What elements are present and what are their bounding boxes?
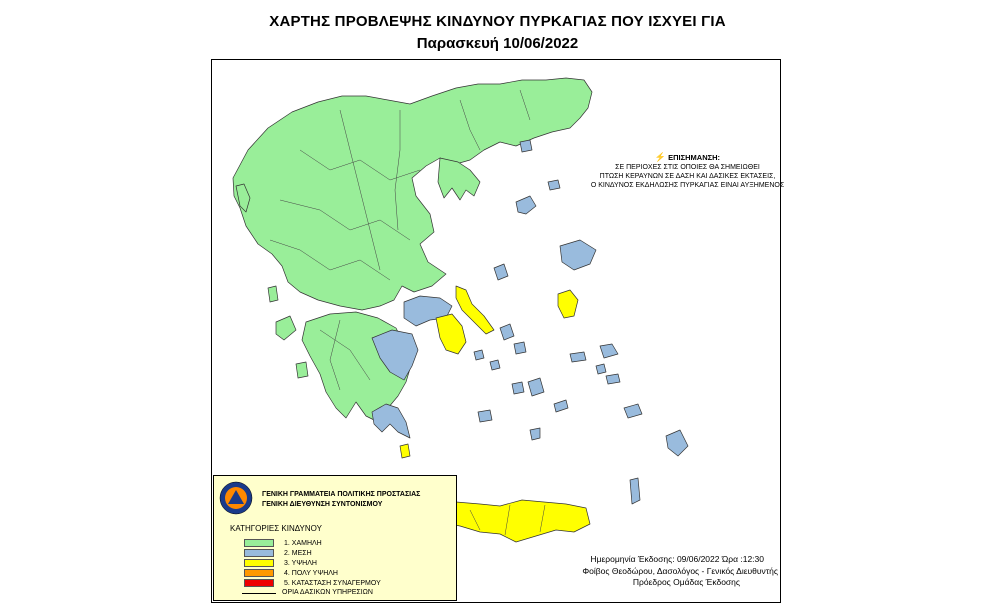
lightning-icon: ⚡	[654, 152, 667, 162]
region-chios	[558, 290, 578, 318]
border-label: ΟΡΙΑ ΔΑΣΙΚΩΝ ΥΠΗΡΕΣΙΩΝ	[282, 589, 373, 596]
legend-label: 2. ΜΕΣΗ	[284, 550, 312, 557]
issue-info	[0, 554, 778, 589]
issuer-role: Πρόεδρος Ομάδας Έκδοσης	[632, 577, 740, 587]
region-kalymnos	[596, 364, 606, 374]
region-naxos	[528, 378, 544, 396]
region-limnos	[516, 196, 536, 214]
notice-heading: ΕΠΙΣΗΜΑΝΣΗ:	[668, 153, 721, 162]
region-ikaria	[570, 352, 586, 362]
map-date: Παρασκευή 10/06/2022	[416, 35, 579, 52]
region-kefalonia	[276, 316, 296, 340]
region-kea	[474, 350, 484, 360]
region-mainland-north	[233, 78, 592, 310]
organization-name	[262, 490, 420, 510]
notice-line: Ο ΚΙΝΔΥΝΟΣ ΕΚΔΗΛΩΣΗΣ ΠΥΡΚΑΓΙΑΣ ΕΙΝΑΙ ΑΥΞΗΜΕΝΟΣ	[590, 182, 785, 189]
region-samos	[600, 344, 618, 358]
notice-line: ΣΕ ΠΕΡΙΟΧΕΣ ΣΤΙΣ ΟΠΟΙΕΣ ΘΑ ΣΗΜΕΙΩΘΕΙ	[615, 164, 760, 171]
region-zakynthos	[296, 362, 308, 378]
legend-label: 5. ΚΑΤΑΣΤΑΣΗ ΣΥΝΑΓΕΡΜΟΥ	[284, 580, 381, 587]
region-lefkada	[268, 286, 278, 302]
region-attica	[436, 314, 466, 354]
region-tinos	[514, 342, 526, 354]
region-karpathos	[630, 478, 640, 504]
legend-label: 1. ΧΑΜΗΛΗ	[284, 540, 322, 547]
issue-date: Ημερομηνία Έκδοσης: 09/06/2022 Ώρα :12:30	[590, 554, 764, 564]
legend-item-low	[244, 539, 624, 548]
notice-line: ΠΤΩΣΗ ΚΕΡΑΥΝΩΝ ΣΕ ΔΑΣΗ ΚΑΙ ΔΑΣΙΚΕΣ ΕΚΤΑΣΕΙΣ,	[599, 173, 776, 180]
civil-protection-logo-icon	[219, 481, 253, 515]
border-line-sample	[242, 593, 276, 594]
region-syros	[490, 360, 500, 370]
region-rhodes	[666, 430, 688, 456]
region-santorini	[530, 428, 540, 440]
region-halkidiki	[438, 158, 480, 200]
map-title: ΧΑΡΤΗΣ ΠΡΟΒΛΕΨΗΣ ΚΙΝΔΥΝΟΥ ΠΥΡΚΑΓΙΑΣ ΠΟΥ ΙΣΧΥΕΙ ΓΙΑ	[269, 13, 726, 30]
legend-label: 3. ΥΨΗΛΗ	[284, 560, 317, 567]
region-thasos	[520, 140, 532, 152]
region-kos	[606, 374, 620, 384]
swatch-low	[244, 539, 274, 547]
region-tilos	[624, 404, 642, 418]
region-skyros	[494, 264, 508, 280]
region-milos	[478, 410, 492, 422]
org-line-2: ΓΕΝΙΚΗ ΔΙΕΥΘΥΝΣΗ ΣΥΝΤΟΝΙΣΜΟΥ	[262, 501, 383, 508]
region-laconia	[372, 404, 410, 438]
region-kythira	[400, 444, 410, 458]
region-crete	[436, 500, 590, 542]
legend-label: 4. ΠΟΛΥ ΥΨΗΛΗ	[284, 570, 338, 577]
lightning-notice	[555, 153, 820, 190]
org-line-1: ΓΕΝΙΚΗ ΓΡΑΜΜΑΤΕΙΑ ΠΟΛΙΤΙΚΗΣ ΠΡΟΣΤΑΣΙΑΣ	[262, 491, 421, 498]
issuer-name: Φοίβος Θεοδώρου, Δασολόγος - Γενικός Διευθυντής	[582, 565, 778, 576]
region-lesvos	[560, 240, 596, 270]
region-paros	[512, 382, 524, 394]
region-amorgos	[554, 400, 568, 412]
categories-title: ΚΑΤΗΓΟΡΙΕΣ ΚΙΝΔΥΝΟΥ	[230, 524, 322, 533]
region-andros	[500, 324, 514, 340]
